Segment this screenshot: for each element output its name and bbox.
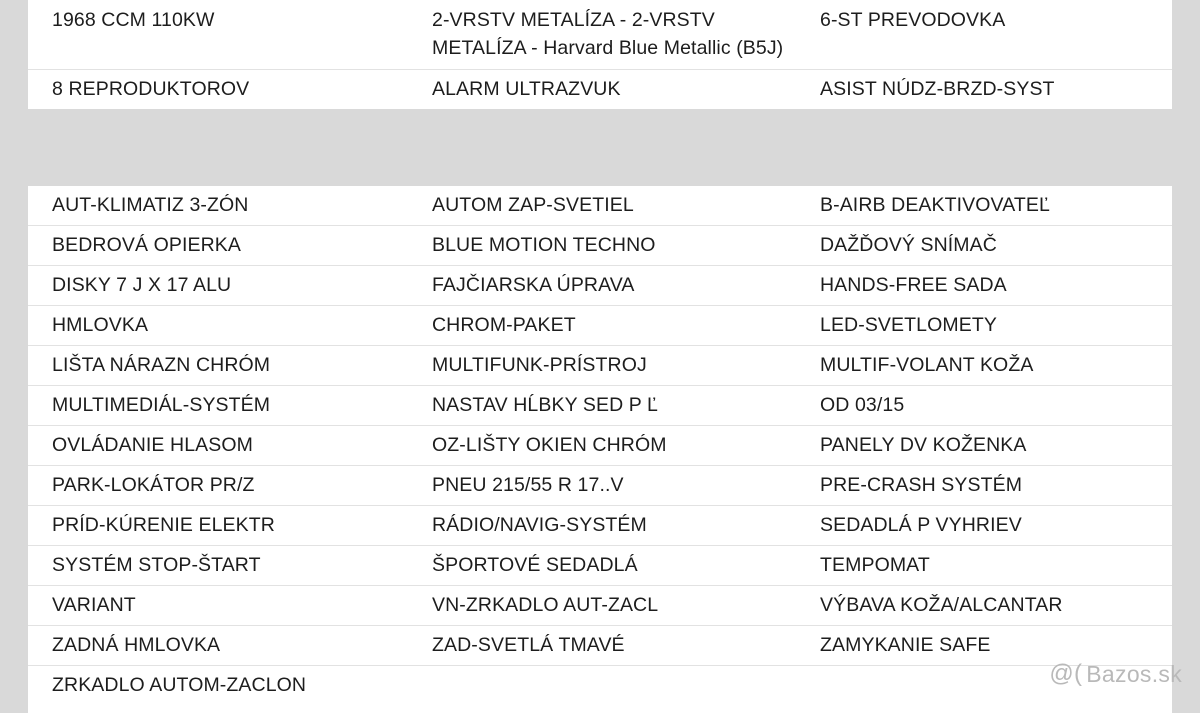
table-cell-col3: LED-SVETLOMETY [820, 314, 997, 336]
table-row [28, 506, 1172, 546]
table-cell-col3: ASIST NÚDZ-BRZD-SYST [820, 78, 1055, 100]
table-cell-col2: AUTOM ZAP-SVETIEL [432, 194, 634, 216]
table-row [28, 70, 1172, 109]
watermark-at-icon: @( [1049, 660, 1083, 687]
table-cell-col2: ALARM ULTRAZVUK [432, 78, 621, 100]
equipment-table-top [28, 0, 1172, 109]
table-cell-col1: ZRKADLO AUTOM-ZACLON [52, 674, 307, 696]
table-cell-col2: NASTAV HĹBKY SED P Ľ [432, 394, 658, 416]
table-cell-col2: BLUE MOTION TECHNO [432, 234, 656, 256]
table-cell-col1: OVLÁDANIE HLASOM [52, 434, 253, 456]
table-row [28, 586, 1172, 626]
table-cell-col1: SYSTÉM STOP-ŠTART [52, 554, 261, 576]
table-cell-col2: 2-VRSTV METALÍZA - 2-VRSTV METALÍZA - Harvard Blue Metallic (B5J) [432, 9, 784, 59]
table-row [28, 466, 1172, 506]
table-cell-col2: FAJČIARSKA ÚPRAVA [432, 274, 635, 296]
table-cell-col1: PRÍD-KÚRENIE ELEKTR [52, 514, 275, 536]
table-cell-col1: BEDROVÁ OPIERKA [52, 234, 241, 256]
table-row [28, 186, 1172, 226]
table-cell-col3: PANELY DV KOŽENKA [820, 434, 1027, 456]
table-cell-col1: DISKY 7 J X 17 ALU [52, 274, 232, 296]
table-row [28, 386, 1172, 426]
table-cell-col3: TEMPOMAT [820, 554, 930, 576]
table-cell-col2: RÁDIO/NAVIG-SYSTÉM [432, 514, 647, 536]
table-cell-col3: B-AIRB DEAKTIVOVATEĽ [820, 194, 1050, 216]
watermark [1049, 660, 1182, 688]
table-cell-col3: ZAMYKANIE SAFE [820, 634, 991, 656]
equipment-table-bottom [28, 186, 1172, 713]
table-cell-col1: LIŠTA NÁRAZN CHRÓM [52, 354, 271, 376]
table-cell-col3: HANDS-FREE SADA [820, 274, 1007, 296]
table-cell-col3: MULTIF-VOLANT KOŽA [820, 354, 1034, 376]
table-row [28, 226, 1172, 266]
table-cell-col1: MULTIMEDIÁL-SYSTÉM [52, 394, 271, 416]
table-cell-col1: AUT-KLIMATIZ 3-ZÓN [52, 194, 249, 216]
table-row [28, 306, 1172, 346]
table-row [28, 626, 1172, 666]
table-cell-col1: 1968 CCM 110KW [52, 9, 215, 31]
table-cell-col3: SEDADLÁ P VYHRIEV [820, 514, 1022, 536]
table-cell-col3: 6-ST PREVODOVKA [820, 9, 1006, 31]
table-cell-col2: OZ-LIŠTY OKIEN CHRÓM [432, 434, 667, 456]
table-cell-col1: PARK-LOKÁTOR PR/Z [52, 474, 255, 496]
table-cell-col2 [418, 666, 808, 678]
table-cell-col1: 8 REPRODUKTOROV [52, 78, 250, 100]
table-cell-col3: DAŽĎOVÝ SNÍMAČ [820, 234, 997, 256]
table-cell-col2: ŠPORTOVÉ SEDADLÁ [432, 554, 638, 576]
table-row [28, 0, 1172, 70]
table-cell-col2: CHROM-PAKET [432, 314, 576, 336]
table-cell-col1: ZADNÁ HMLOVKA [52, 634, 221, 656]
table-row [28, 666, 1172, 705]
table-row [28, 266, 1172, 306]
table-cell-col3: PRE-CRASH SYSTÉM [820, 474, 1023, 496]
table-cell-col3: VÝBAVA KOŽA/ALCANTAR [820, 594, 1063, 616]
table-cell-col2: VN-ZRKADLO AUT-ZACL [432, 594, 659, 616]
table-cell-col2: MULTIFUNK-PRÍSTROJ [432, 354, 647, 376]
watermark-brand: Bazos.sk [1086, 660, 1182, 687]
table-row [28, 546, 1172, 586]
table-cell-col1: HMLOVKA [52, 314, 149, 336]
table-cell-col2: ZAD-SVETLÁ TMAVÉ [432, 634, 625, 656]
table-cell-col2: PNEU 215/55 R 17..V [432, 474, 624, 496]
table-row [28, 426, 1172, 466]
table-row [28, 346, 1172, 386]
table-cell-col1: VARIANT [52, 594, 136, 616]
table-cell-col3: OD 03/15 [820, 394, 905, 416]
